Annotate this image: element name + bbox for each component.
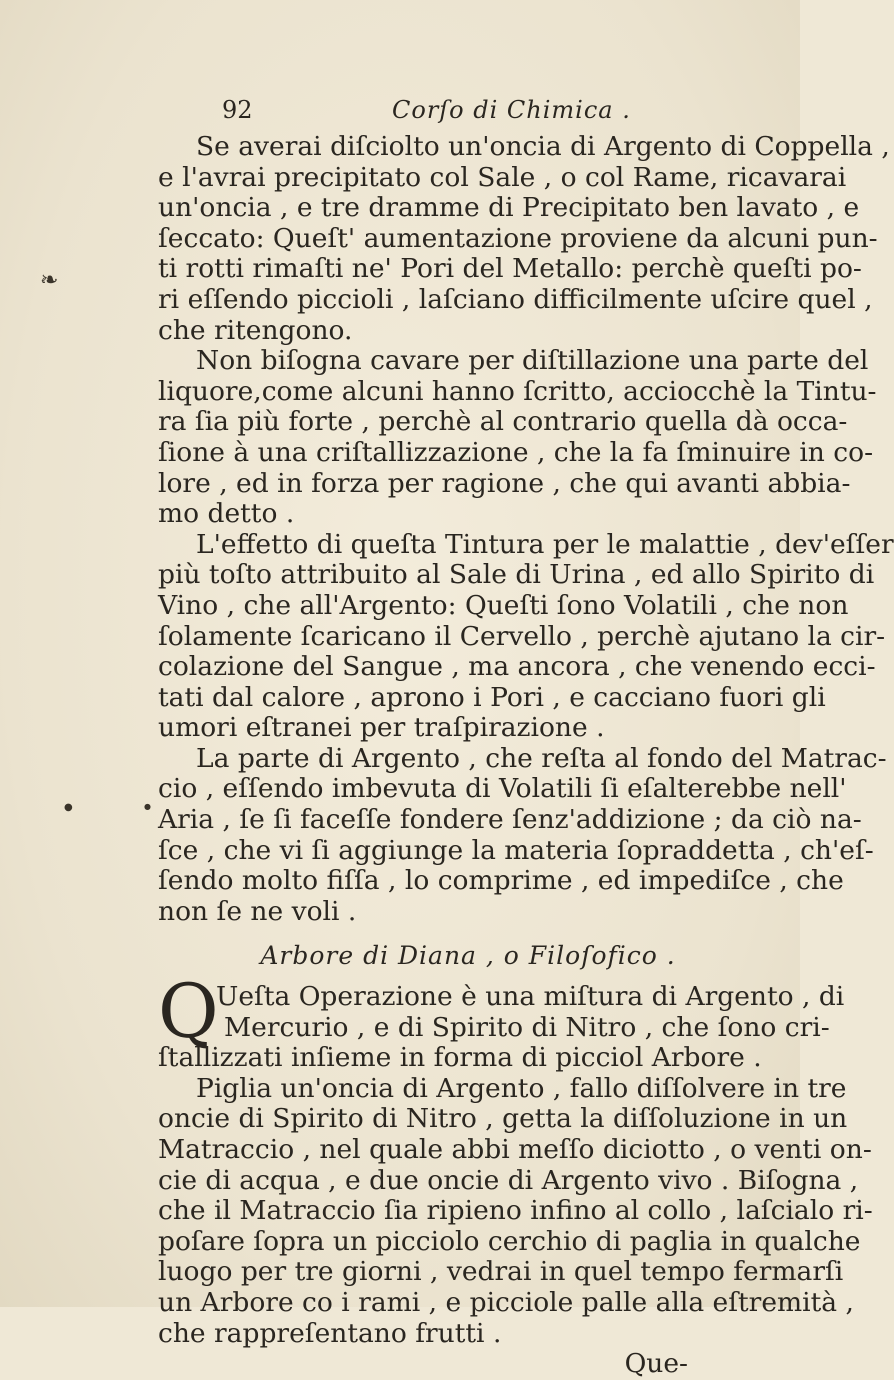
text-line: ſce , che vi ſi aggiunge la materia ſopraddetta , ch'eſ- — [158, 834, 874, 866]
text-line: colazione del Sangue , ma ancora , che venendo ecci- — [158, 651, 876, 683]
text-line: Se averai diſciolto un'oncia di Argento di Coppella , — [196, 131, 890, 162]
drop-cap: Q — [158, 969, 219, 1056]
text-line: ti rotti rimaſti ne' Pori del Metallo: perchè queſti po- — [158, 253, 862, 285]
catchword: Que- — [624, 1348, 688, 1380]
text-line: Matraccio , nel quale abbi meſſo diciotto , o venti on- — [158, 1134, 872, 1165]
text-line: tati dal calore , aprono i Pori , e cacciano fuori gli — [158, 681, 826, 713]
text-line: un Arbore co i rami , e picciole palle alla eſtremità , — [158, 1286, 854, 1318]
body-text — [158, 131, 894, 1380]
text-line: Non biſogna cavare per diſtillazione una parte del — [196, 345, 869, 377]
text-line: e l'avrai precipitato col Sale , o col Rame, ricavarai — [158, 161, 847, 193]
text-line: ſione à una criſtallizzazione , che la fa ſminuire in co- — [158, 436, 874, 468]
text-line: ri eſſendo piccioli , laſciano difficilmente uſcire quel , — [158, 283, 873, 315]
text-line: ſeccato: Queſt' aumentazione proviene da alcuni pun- — [158, 222, 878, 254]
ink-blot: ❧ — [40, 268, 59, 293]
text-line: ſendo molto fiſſa , lo comprime , ed impediſce , che — [158, 865, 844, 897]
ink-speck: ● — [64, 802, 73, 813]
text-line: liquore,come alcuni hanno ſcritto, acciocchè la Tintu- — [158, 375, 877, 407]
text-line: Ueſta Operazione è una miſtura di Argento , di — [216, 981, 845, 1013]
section-title: Arbore di Diana , o Filoſofico . — [260, 941, 676, 971]
text-line: un'oncia , e tre dramme di Precipitato ben lavato , e — [158, 192, 860, 224]
text-line: umori eſtranei per traſpirazione . — [158, 712, 605, 744]
text-line: Aria , ſe ſi faceſſe fondere ſenz'addizione ; da ciò na- — [158, 804, 862, 836]
ink-speck: ● — [144, 802, 151, 811]
text-line: Vino , che all'Argento: Queſti ſono Volatili , che non — [158, 589, 849, 621]
text-line: che ritengono. — [158, 314, 353, 346]
text-line: La parte di Argento , che reſta al fondo del Matrac- — [196, 742, 887, 774]
text-line: L'effetto di queſta Tintura per le malattie , dev'eſſer — [196, 528, 894, 560]
text-line: ſolamente ſcaricano il Cervello , perchè ajutano la cir- — [158, 620, 886, 652]
text-line: cie di acqua , e due oncie di Argento vivo . Biſogna , — [158, 1164, 859, 1196]
page-header — [222, 96, 742, 132]
text-line: cio , eſſendo imbevuta di Volatili ſi eſalterebbe nell' — [158, 773, 847, 805]
text-line: ra ſia più forte , perchè al contrario quella dà occa- — [158, 406, 848, 438]
dropcap-paragraph — [158, 969, 845, 1074]
text-line: non ſe ne voli . — [158, 895, 357, 927]
running-head: Corſo di Chimica . — [392, 96, 631, 124]
text-line: che il Matraccio ſia ripieno infino al collo , laſcialo ri- — [158, 1195, 873, 1227]
text-line: Piglia un'oncia di Argento , fallo diſſolvere in tre — [196, 1072, 847, 1104]
text-line: lore , ed in forza per ragione , che qui avanti abbia- — [158, 467, 851, 499]
text-line: luogo per tre giorni , vedrai in quel tempo fermarſi — [158, 1256, 844, 1288]
text-line: più toſto attribuito al Sale di Urina , ed allo Spirito di — [158, 559, 875, 591]
page-number: 92 — [222, 96, 253, 124]
text-line: mo detto . — [158, 498, 295, 530]
text-line: poſare ſopra un picciolo cerchio di paglia in qualche — [158, 1225, 861, 1257]
text-line: oncie di Spirito di Nitro , getta la diſſoluzione in un — [158, 1103, 848, 1135]
text-line: ſtallizzati inſieme in forma di picciol Arbore . — [158, 1042, 762, 1074]
text-line: che rappreſentano frutti . — [158, 1317, 502, 1349]
text-line: Mercurio , e di Spirito di Nitro , che ſono cri- — [224, 1011, 830, 1043]
